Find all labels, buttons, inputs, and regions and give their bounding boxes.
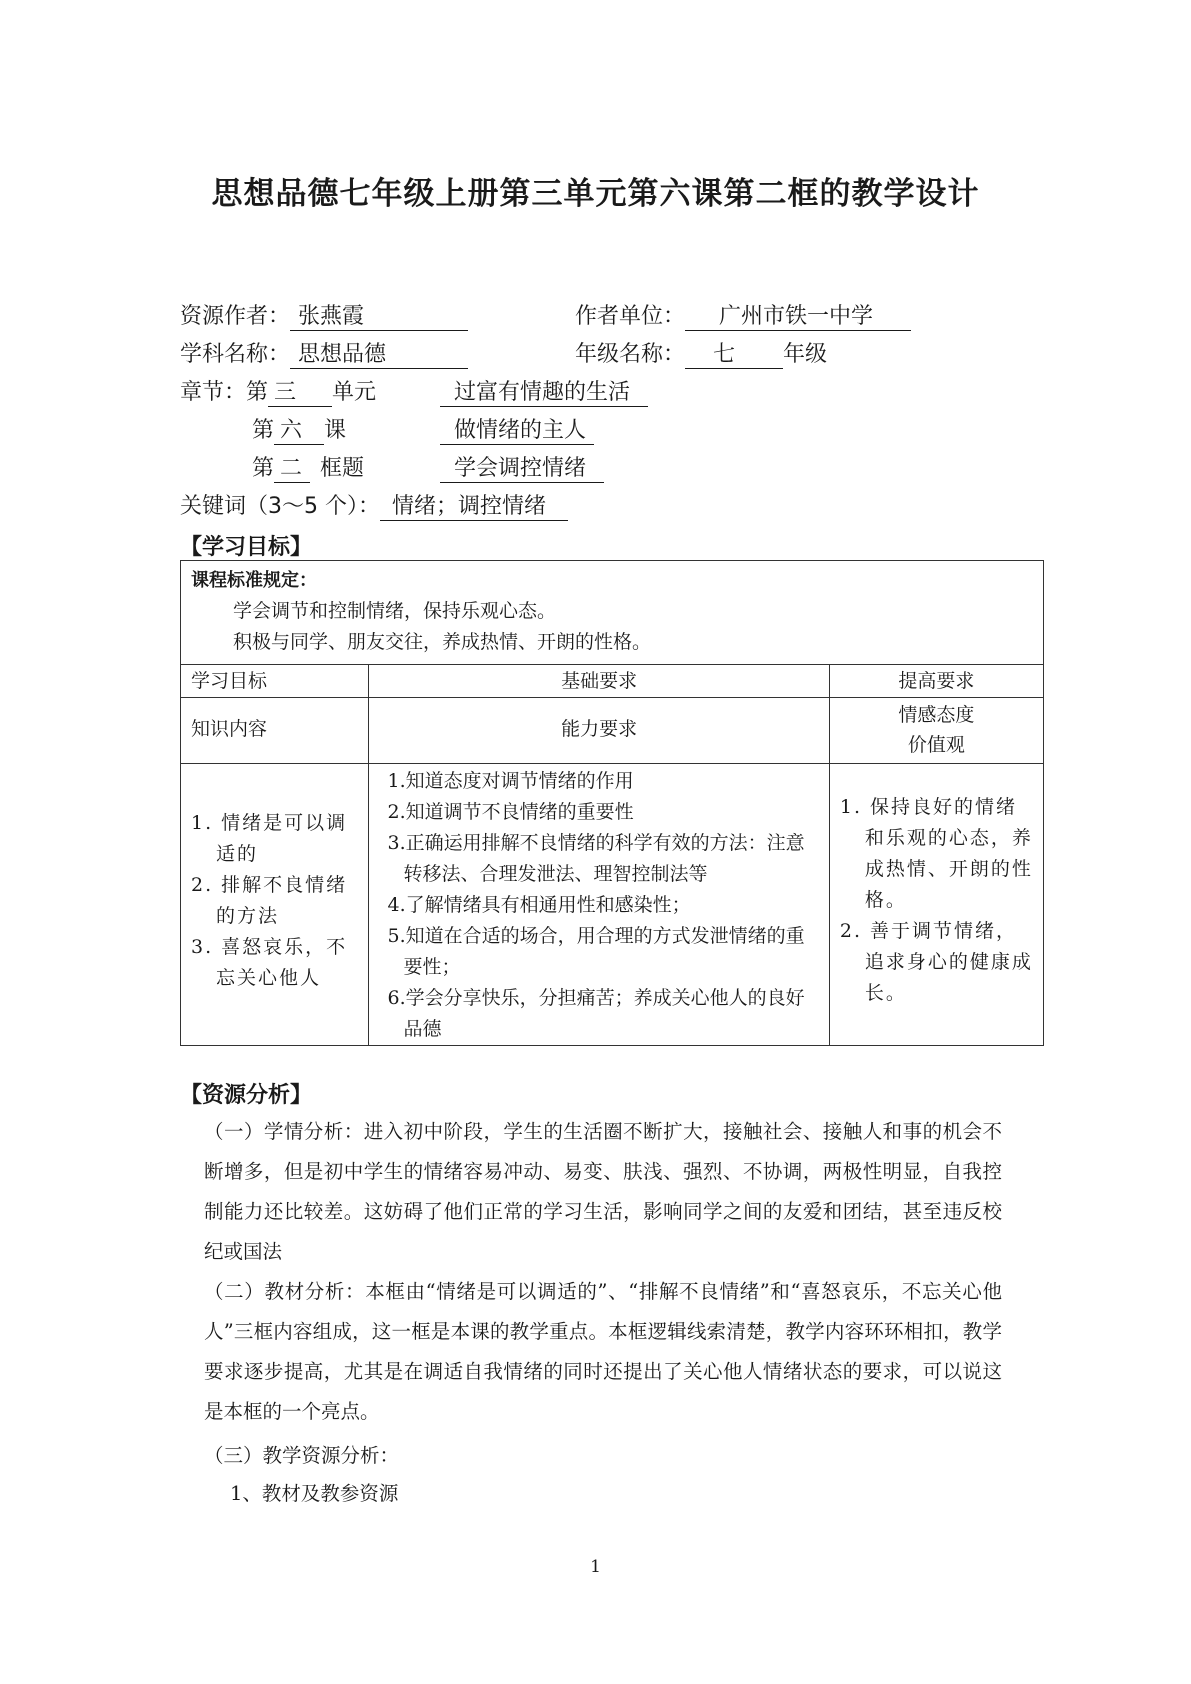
unit-topic-line	[440, 378, 648, 408]
list-item: 4.了解情绪具有相通用性和感染性；	[387, 894, 691, 916]
header-learning-goal: 学习目标	[181, 665, 369, 698]
keywords-label: 关键词（3～5 个）：	[180, 494, 380, 519]
header-emotion	[829, 698, 1043, 764]
frame-word: 框题	[320, 456, 365, 481]
subject-label: 学科名称：	[180, 342, 291, 367]
keywords-line	[180, 492, 568, 522]
unit-topic: 过富有情趣的生活	[440, 380, 648, 407]
frame-line	[252, 454, 364, 484]
unit-line	[575, 302, 911, 332]
grade-value: 七	[685, 342, 783, 369]
ability-list	[369, 764, 828, 1045]
standard-line-2: 积极与同学、朋友交往，养成热情、开朗的性格。	[233, 631, 652, 653]
frame-number: 二	[274, 456, 310, 483]
standard-label: 课程标准规定：	[191, 570, 317, 591]
document-title: 思想品德七年级上册第三单元第六课第二框的教学设计	[211, 176, 980, 212]
header-advanced-requirement: 提高要求	[829, 665, 1043, 698]
list-item: 6.学会分享快乐，分担痛苦；养成关心他人的良好品德	[387, 987, 805, 1040]
lesson-topic: 做情绪的主人	[440, 418, 594, 445]
list-item: 2. 排解不良情绪的方法	[191, 874, 348, 927]
frame-topic-line	[440, 454, 604, 484]
knowledge-list	[181, 808, 368, 994]
analysis-paragraph-1	[180, 1112, 1002, 1272]
chapter-di: 第	[246, 380, 269, 405]
analysis-subheading-3: （三）教学资源分析：	[204, 1444, 400, 1467]
goals-heading: 【学习目标】	[180, 535, 313, 560]
header-row-2	[181, 698, 1044, 764]
standard-row	[181, 561, 1044, 665]
lesson-di: 第	[252, 418, 275, 443]
list-item: 3. 喜怒哀乐，不忘关心他人	[191, 936, 348, 989]
header-ability: 能力要求	[369, 698, 829, 764]
grade-line	[575, 340, 827, 370]
analysis-p1-text: （一）学情分析：进入初中阶段，学生的生活圈不断扩大，接触社会、接触人和事的机会不断增多，但是初中学生的情绪容易冲动、易变、肤浅、强烈、不协调，两极性明显，自我控制能力还比较差。这妨碍了他们正常的学习生活，影响同学之间的友爱和团结，甚至违反校纪或国法	[204, 1120, 1002, 1263]
list-item: 1. 情绪是可以调适的	[191, 812, 348, 865]
list-item: 1.知道态度对调节情绪的作用	[387, 770, 634, 792]
author-label: 资源作者：	[180, 304, 291, 329]
chapter-label: 章节：	[180, 380, 247, 405]
ability-cell	[369, 764, 829, 1046]
unit-label: 作者单位：	[575, 304, 686, 329]
chapter-unit-line	[180, 378, 376, 408]
header-knowledge: 知识内容	[181, 698, 369, 764]
standard-cell	[181, 561, 1044, 665]
lesson-word: 课	[324, 418, 347, 443]
standard-line-1: 学会调节和控制情绪，保持乐观心态。	[233, 600, 557, 622]
unit-word: 单元	[332, 380, 377, 405]
content-row	[181, 764, 1044, 1046]
subject-value: 思想品德	[290, 342, 468, 369]
list-item: 3.正确运用排解不良情绪的科学有效的方法：注意转移法、合理发泄法、理智控制法等	[387, 832, 805, 885]
analysis-heading: 【资源分析】	[180, 1083, 313, 1108]
grade-suffix: 年级	[783, 342, 828, 367]
knowledge-cell	[181, 764, 369, 1046]
analysis-item-1: 1、教材及教参资源	[230, 1482, 399, 1505]
frame-topic: 学会调控情绪	[440, 456, 604, 483]
list-item: 5.知道在合适的场合，用合理的方式发泄情绪的重要性；	[387, 925, 805, 978]
goals-table	[180, 560, 1044, 1046]
header-row-1	[181, 665, 1044, 698]
list-item: 2. 善于调节情绪，追求身心的健康成长。	[839, 920, 1033, 1004]
lesson-number: 六	[274, 418, 324, 445]
frame-di: 第	[252, 456, 275, 481]
unit-value: 广州市铁一中学	[685, 304, 911, 331]
author-line	[180, 302, 468, 332]
lesson-line	[252, 416, 346, 446]
list-item: 1. 保持良好的情绪和乐观的心态，养成热情、开朗的性格。	[839, 796, 1033, 911]
header-basic-requirement: 基础要求	[369, 665, 829, 698]
unit-number: 三	[268, 380, 332, 407]
lesson-topic-line	[440, 416, 594, 446]
emotion-cell	[829, 764, 1043, 1046]
emotion-list	[830, 792, 1043, 1009]
page-number: 1	[590, 1557, 601, 1577]
keywords-value: 情绪；调控情绪	[380, 494, 568, 521]
subject-line	[180, 340, 468, 370]
author-value: 张燕霞	[290, 304, 468, 331]
grade-label: 年级名称：	[575, 342, 686, 367]
header-emotion-line-2: 价值观	[907, 734, 965, 756]
analysis-p2-text: （二）教材分析：本框由“情绪是可以调适的”、“排解不良情绪”和“喜怒哀乐，不忘关心他人”三框内容组成，这一框是本课的教学重点。本框逻辑线索清楚，教学内容环环相扣，教学要求逐步提高，尤其是在调适自我情绪的同时还提出了关心他人情绪状态的要求，可以说这是本框的一个亮点。	[204, 1280, 1002, 1423]
analysis-paragraph-2	[180, 1272, 1002, 1432]
header-emotion-line-1: 情感态度	[898, 704, 975, 726]
list-item: 2.知道调节不良情绪的重要性	[387, 801, 634, 823]
